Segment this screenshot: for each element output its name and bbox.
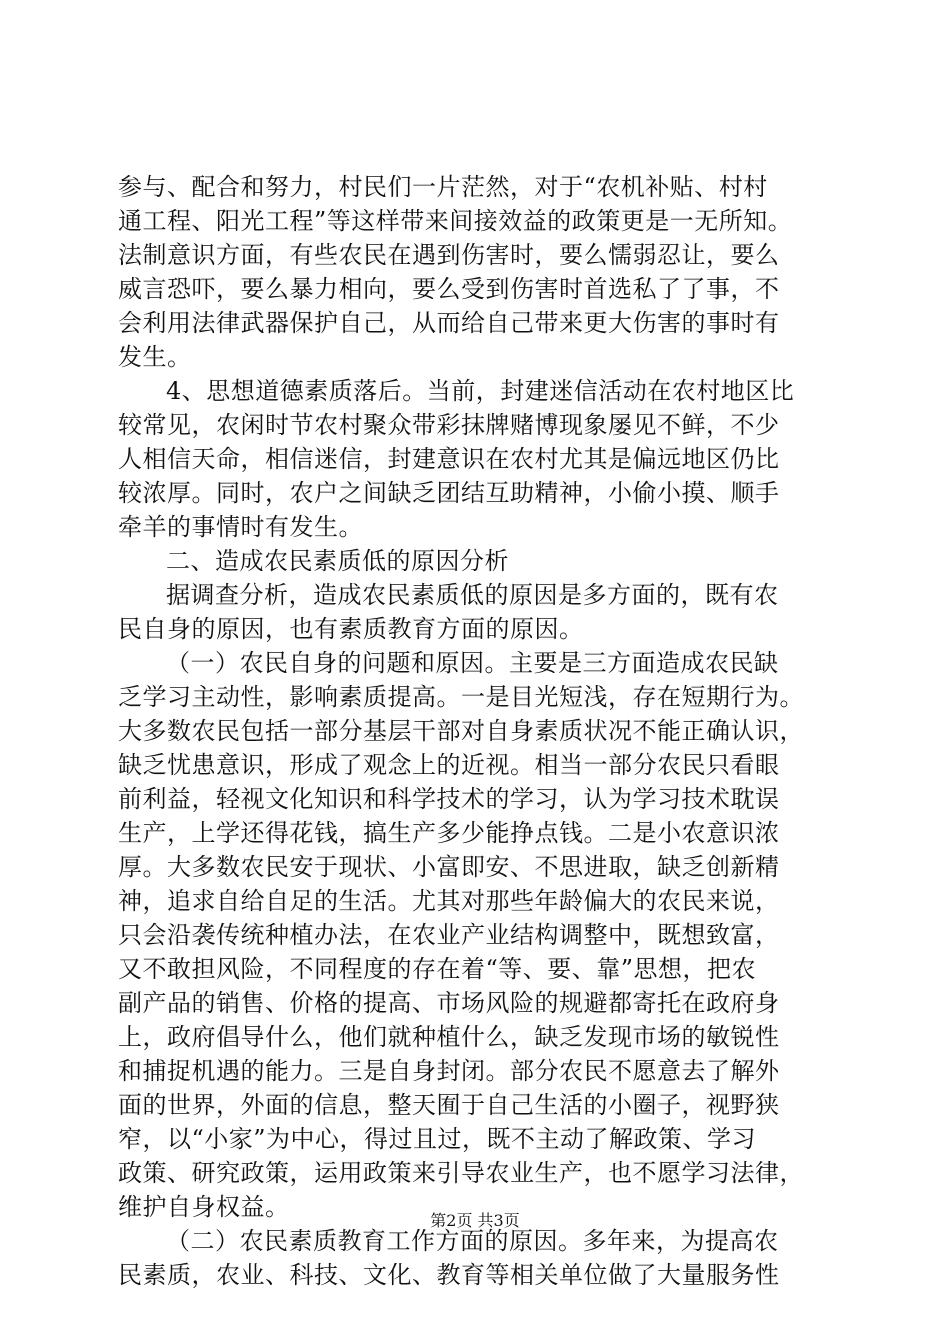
text-line: 较常见，农闲时节农村聚众带彩抹牌赌博现象屡见不鲜，不少: [118, 411, 780, 439]
text-line: 通工程、阳光工程”等这样带来间接效益的政策更是一无所知。: [118, 207, 793, 235]
text-line: 上，政府倡导什么，他们就种植什么，缺乏发现市场的敏锐性: [118, 1023, 780, 1051]
document-body: [118, 170, 838, 1292]
text-line: 威言恐吓，要么暴力相向，要么受到伤害时首选私了了事，不: [118, 275, 780, 303]
text-line: 民素质，农业、科技、文化、教育等相关单位做了大量服务性: [118, 1261, 780, 1289]
text-line: 发生。: [118, 343, 192, 371]
text-line: 生产，上学还得花钱，搞生产多少能挣点钱。二是小农意识浓: [118, 819, 780, 847]
text-line: 牵羊的事情时有发生。: [118, 513, 363, 541]
text-line: 只会沿袭传统种植办法，在农业产业结构调整中，既想致富，: [118, 921, 780, 949]
text-line: 人相信天命，相信迷信，封建意识在农村尤其是偏远地区仍比: [118, 445, 780, 473]
text-line: 法制意识方面，有些农民在遇到伤害时，要么懦弱忍让，要么: [118, 241, 780, 269]
text-line: 缺乏忧患意识，形成了观念上的近视。相当一部分农民只看眼: [118, 751, 780, 779]
text-line: 和捕捉机遇的能力。三是自身封闭。部分农民不愿意去了解外: [118, 1057, 780, 1085]
text-line: 前利益，轻视文化知识和科学技术的学习，认为学习技术耽误: [118, 785, 780, 813]
paragraph-start-line: 4、思想道德素质落后。当前，封建迷信活动在农村地区比: [166, 377, 795, 405]
text-line: 厚。大多数农民安于现状、小富即安、不思进取，缺乏创新精: [118, 853, 780, 881]
text-line: 政策、研究政策，运用政策来引导农业生产，也不愿学习法律，: [118, 1159, 804, 1187]
text-line: 窄，以“小家”为中心，得过且过，既不主动了解政策、学习: [118, 1125, 757, 1153]
text-line: 大多数农民包括一部分基层干部对自身素质状况不能正确认识，: [118, 717, 804, 745]
section-heading: 二、造成农民素质低的原因分析: [166, 547, 509, 575]
text-line: 参与、配合和努力，村民们一片茫然，对于“农机补贴、村村: [118, 173, 768, 201]
text-line: 又不敢担风险，不同程度的存在着“等、要、靠”思想，把农: [118, 955, 757, 983]
text-line: 面的世界，外面的信息，整天囿于自己生活的小圈子，视野狭: [118, 1091, 780, 1119]
text-line: 乏学习主动性，影响素质提高。一是目光短浅，存在短期行为。: [118, 683, 804, 711]
text-line: 神，追求自给自足的生活。尤其对那些年龄偏大的农民来说，: [118, 887, 780, 915]
text-line: 副产品的销售、价格的提高、市场风险的规避都寄托在政府身: [118, 989, 780, 1017]
text-line: 较浓厚。同时，农户之间缺乏团结互助精神，小偷小摸、顺手: [118, 479, 780, 507]
page-number-footer: 第2页 共3页: [430, 1211, 520, 1230]
paragraph-start-line: 据调查分析，造成农民素质低的原因是多方面的，既有农: [166, 581, 779, 609]
text-line: 维护自身权益。: [118, 1193, 290, 1221]
paragraph-start-line: （二）农民素质教育工作方面的原因。多年来，为提高农: [166, 1227, 779, 1255]
text-line: 民自身的原因，也有素质教育方面的原因。: [118, 615, 584, 643]
text-line: 会利用法律武器保护自己，从而给自己带来更大伤害的事时有: [118, 309, 780, 337]
paragraph-start-line: （一）农民自身的问题和原因。主要是三方面造成农民缺: [166, 649, 779, 677]
